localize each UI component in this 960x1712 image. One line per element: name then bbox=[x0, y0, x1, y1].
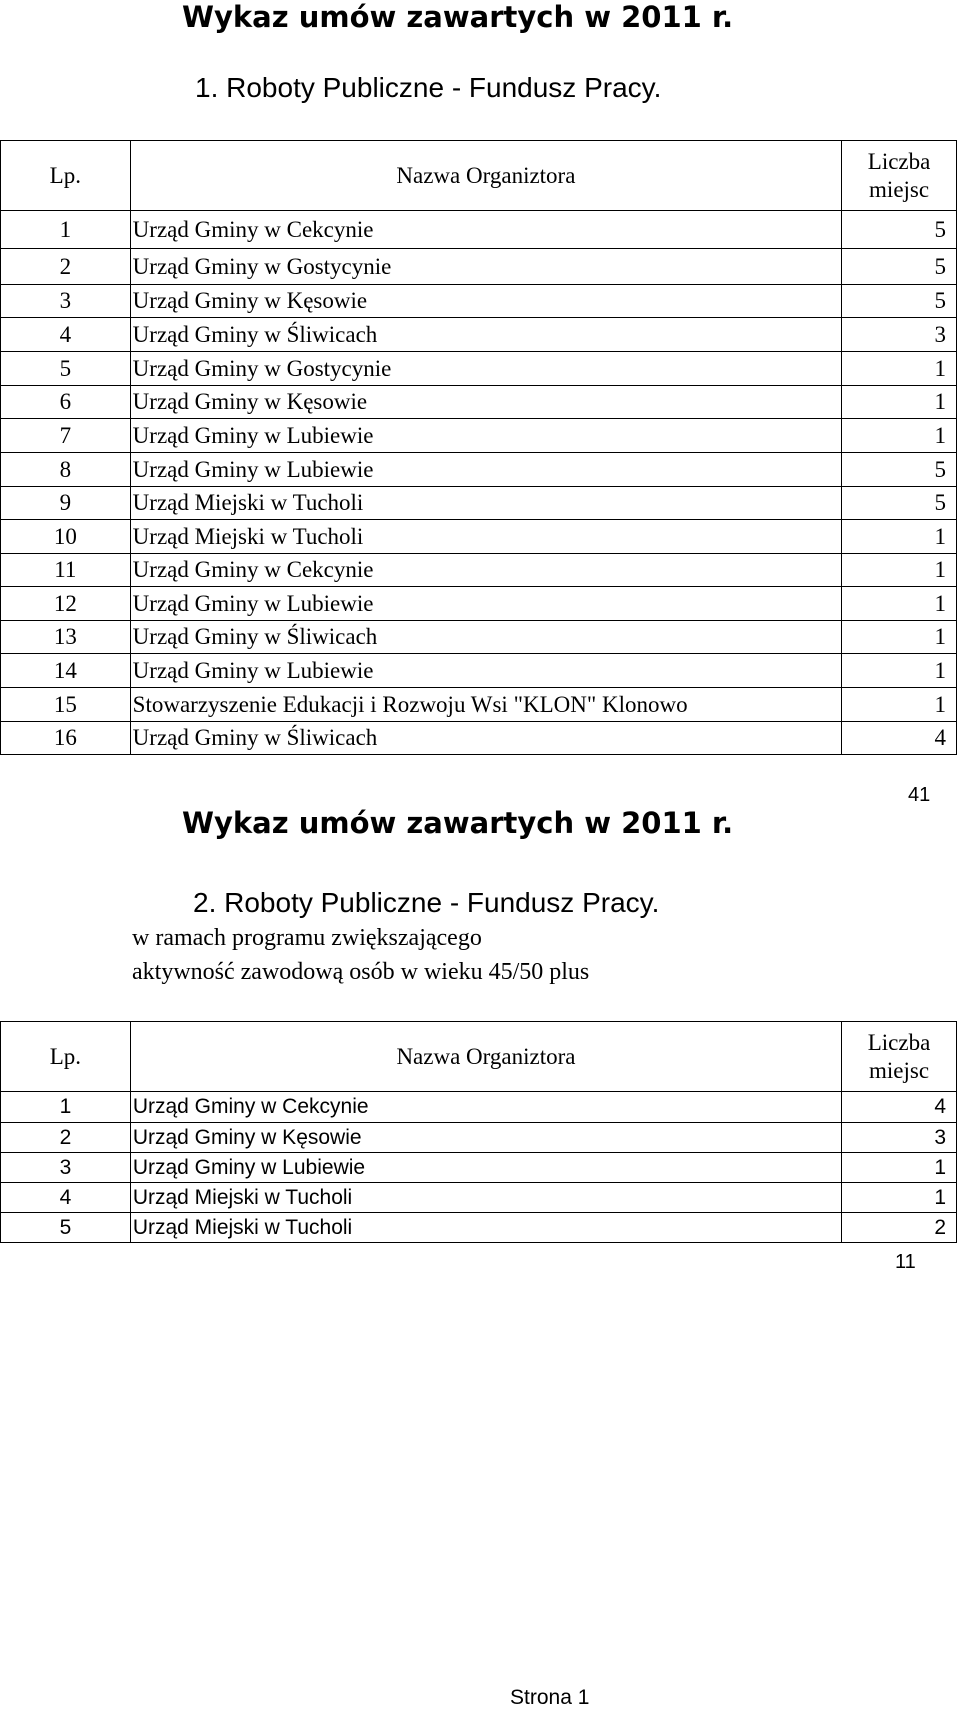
table-row bbox=[1, 587, 957, 621]
row-lp: 3 bbox=[1, 1153, 131, 1183]
row-count: 2 bbox=[842, 1213, 957, 1243]
row-count: 1 bbox=[842, 554, 957, 587]
row-count: 1 bbox=[842, 520, 957, 554]
row-count: 5 bbox=[842, 285, 957, 318]
row-count: 1 bbox=[842, 352, 957, 386]
row-lp: 9 bbox=[1, 487, 131, 520]
row-lp: 15 bbox=[1, 688, 131, 722]
table-row bbox=[1, 1213, 957, 1243]
row-lp: 2 bbox=[1, 249, 131, 285]
row-organizer-name: Urząd Gminy w Lubiewie bbox=[130, 587, 841, 621]
table-row bbox=[1, 386, 957, 419]
table-row bbox=[1, 520, 957, 554]
row-organizer-name: Urząd Miejski w Tucholi bbox=[130, 1183, 841, 1213]
row-lp: 4 bbox=[1, 1183, 131, 1213]
table-row bbox=[1, 318, 957, 352]
row-count: 5 bbox=[842, 211, 957, 249]
section2-note-line1: w ramach programu zwiększającego bbox=[132, 925, 482, 951]
row-organizer-name: Urząd Miejski w Tucholi bbox=[130, 1213, 841, 1243]
table-row bbox=[1, 688, 957, 722]
row-lp: 8 bbox=[1, 453, 131, 487]
row-lp: 11 bbox=[1, 554, 131, 587]
table-row bbox=[1, 249, 957, 285]
header-lp: Lp. bbox=[1, 141, 131, 211]
row-organizer-name: Urząd Gminy w Śliwicach bbox=[130, 722, 841, 755]
row-organizer-name: Urząd Gminy w Gostycynie bbox=[130, 249, 841, 285]
row-organizer-name: Urząd Gminy w Cekcynie bbox=[130, 1092, 841, 1123]
section2-table bbox=[0, 1021, 957, 1243]
row-lp: 1 bbox=[1, 1092, 131, 1123]
row-count: 1 bbox=[842, 1183, 957, 1213]
table-row bbox=[1, 1153, 957, 1183]
row-organizer-name: Urząd Gminy w Lubiewie bbox=[130, 654, 841, 688]
section1-total: 41 bbox=[908, 784, 931, 806]
row-lp: 14 bbox=[1, 654, 131, 688]
row-lp: 3 bbox=[1, 285, 131, 318]
row-organizer-name: Urząd Miejski w Tucholi bbox=[130, 487, 841, 520]
row-lp: 16 bbox=[1, 722, 131, 755]
row-lp: 13 bbox=[1, 621, 131, 654]
row-count: 1 bbox=[842, 621, 957, 654]
row-organizer-name: Urząd Gminy w Cekcynie bbox=[130, 554, 841, 587]
row-lp: 12 bbox=[1, 587, 131, 621]
section2-total: 11 bbox=[895, 1251, 916, 1273]
row-lp: 2 bbox=[1, 1123, 131, 1153]
header-name: Nazwa Organiztora bbox=[130, 141, 841, 211]
row-count: 1 bbox=[842, 587, 957, 621]
row-lp: 6 bbox=[1, 386, 131, 419]
table-row bbox=[1, 285, 957, 318]
table-row bbox=[1, 453, 957, 487]
row-organizer-name: Urząd Gminy w Cekcynie bbox=[130, 211, 841, 249]
section1-subheading: 1. Roboty Publiczne - Fundusz Pracy. bbox=[195, 72, 662, 103]
table-row bbox=[1, 554, 957, 587]
section2-table-header bbox=[1, 1022, 957, 1092]
row-count: 3 bbox=[842, 318, 957, 352]
row-count: 4 bbox=[842, 722, 957, 755]
table-row bbox=[1, 722, 957, 755]
section1-table bbox=[0, 140, 957, 755]
table-row bbox=[1, 352, 957, 386]
row-lp: 5 bbox=[1, 1213, 131, 1243]
row-organizer-name: Stowarzyszenie Edukacji i Rozwoju Wsi "KLON" Klonowo bbox=[130, 688, 841, 722]
section2-note-line2: aktywność zawodową osób w wieku 45/50 plus bbox=[132, 959, 590, 985]
table-row bbox=[1, 419, 957, 453]
header-count: Liczba miejsc bbox=[842, 141, 957, 211]
row-count: 5 bbox=[842, 487, 957, 520]
row-organizer-name: Urząd Gminy w Gostycynie bbox=[130, 352, 841, 386]
row-organizer-name: Urząd Miejski w Tucholi bbox=[130, 520, 841, 554]
row-organizer-name: Urząd Gminy w Lubiewie bbox=[130, 1153, 841, 1183]
row-organizer-name: Urząd Gminy w Śliwicach bbox=[130, 318, 841, 352]
row-organizer-name: Urząd Gminy w Kęsowie bbox=[130, 386, 841, 419]
row-count: 1 bbox=[842, 419, 957, 453]
section1-table-header bbox=[1, 141, 957, 211]
section2-heading: Wykaz umów zawartych w 2011 r. bbox=[182, 806, 734, 840]
row-lp: 5 bbox=[1, 352, 131, 386]
page-number: Strona 1 bbox=[510, 1686, 590, 1709]
header-lp: Lp. bbox=[1, 1022, 131, 1092]
row-count: 5 bbox=[842, 453, 957, 487]
table-row bbox=[1, 1092, 957, 1123]
row-count: 1 bbox=[842, 688, 957, 722]
row-lp: 4 bbox=[1, 318, 131, 352]
section2-subheading: 2. Roboty Publiczne - Fundusz Pracy. bbox=[193, 887, 660, 918]
header-count: Liczba miejsc bbox=[842, 1022, 957, 1092]
row-count: 1 bbox=[842, 386, 957, 419]
row-count: 1 bbox=[842, 654, 957, 688]
row-count: 4 bbox=[842, 1092, 957, 1123]
table-row bbox=[1, 621, 957, 654]
row-lp: 1 bbox=[1, 211, 131, 249]
table-row bbox=[1, 487, 957, 520]
table-row bbox=[1, 654, 957, 688]
header-name: Nazwa Organiztora bbox=[130, 1022, 841, 1092]
row-lp: 10 bbox=[1, 520, 131, 554]
row-organizer-name: Urząd Gminy w Kęsowie bbox=[130, 1123, 841, 1153]
row-lp: 7 bbox=[1, 419, 131, 453]
row-organizer-name: Urząd Gminy w Kęsowie bbox=[130, 285, 841, 318]
row-count: 1 bbox=[842, 1153, 957, 1183]
row-count: 5 bbox=[842, 249, 957, 285]
table-row bbox=[1, 1183, 957, 1213]
row-count: 3 bbox=[842, 1123, 957, 1153]
table-row bbox=[1, 1123, 957, 1153]
section1-heading: Wykaz umów zawartych w 2011 r. bbox=[182, 0, 734, 34]
row-organizer-name: Urząd Gminy w Lubiewie bbox=[130, 453, 841, 487]
row-organizer-name: Urząd Gminy w Śliwicach bbox=[130, 621, 841, 654]
row-organizer-name: Urząd Gminy w Lubiewie bbox=[130, 419, 841, 453]
table-row bbox=[1, 211, 957, 249]
